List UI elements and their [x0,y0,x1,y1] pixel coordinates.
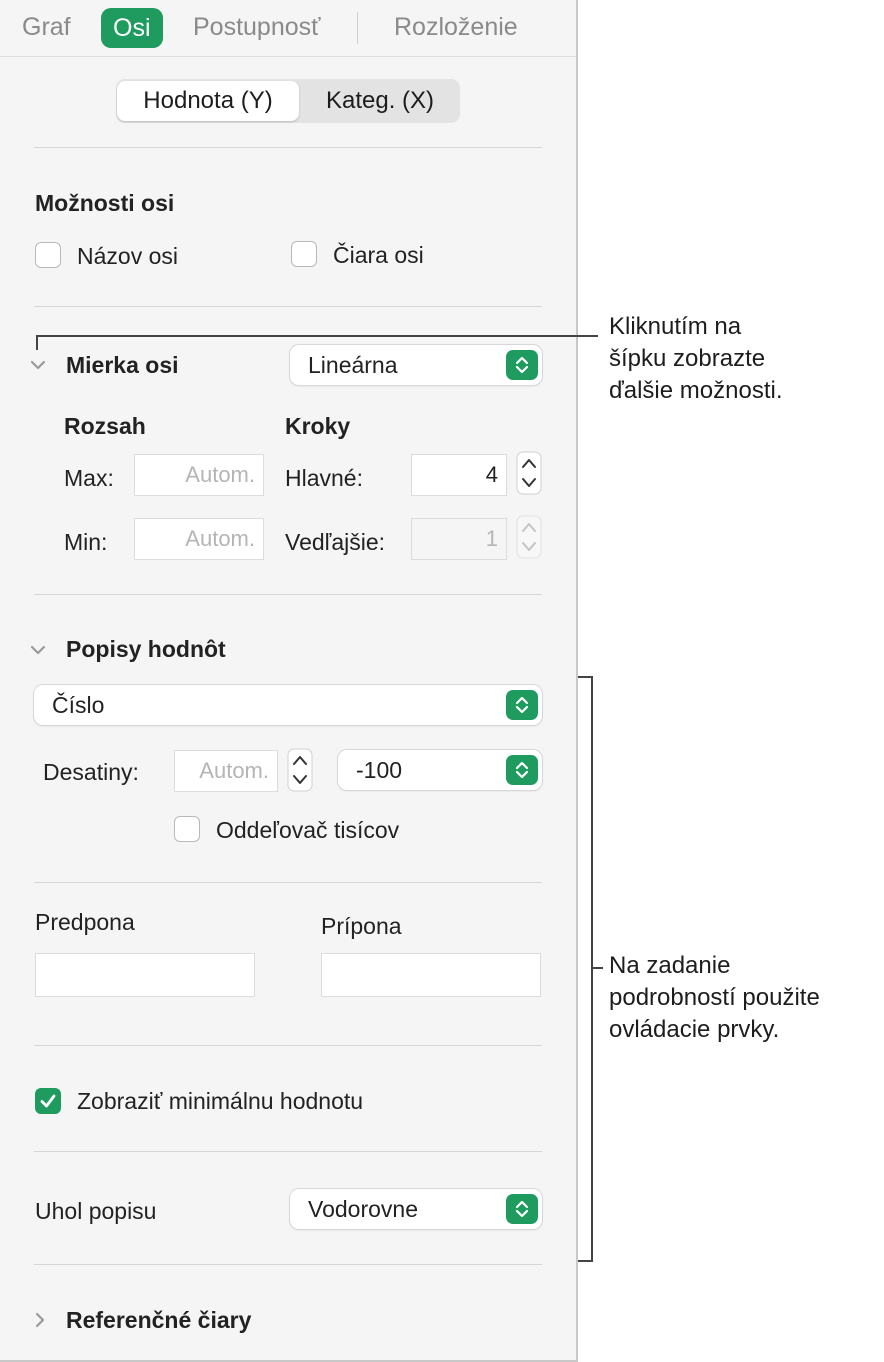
chevron-down-icon[interactable] [30,357,46,373]
divider [34,306,542,307]
min-label: Min: [64,529,108,555]
callout-bracket [591,676,593,1262]
major-steps-input[interactable]: 4 [411,454,507,496]
divider [34,594,542,595]
axis-name-label: Názov osi [77,243,178,269]
label-angle-value: Vodorovne [308,1196,418,1222]
show-minimum-label: Zobraziť minimálnu hodnotu [77,1088,364,1114]
callout-controls [609,950,820,1046]
axis-segmented-control [116,79,460,123]
callout-line: Kliknutím na [609,313,742,340]
checkmark-icon [39,1092,57,1110]
decimals-input[interactable]: Autom. [174,750,278,792]
divider [34,147,542,148]
number-format-value: Číslo [52,692,105,718]
decimals-label: Desatiny: [43,759,139,785]
callout-line: šípku zobrazte [609,345,766,372]
axis-line-label: Čiara osi [333,242,424,268]
axis-name-checkbox[interactable] [35,242,61,268]
callout-line: Na zadanie [609,952,731,979]
suffix-label: Prípona [321,913,402,939]
segment-value-axis[interactable]: Hodnota (Y) [117,81,299,121]
callout-disclosure [609,311,782,407]
major-label: Hlavné: [285,465,363,491]
suffix-input[interactable] [321,953,541,997]
thousands-separator-checkbox[interactable] [174,816,200,842]
callout-leader-vertical [36,336,38,350]
tab-graf[interactable]: Graf [22,13,71,41]
tab-rozlozenie[interactable]: Rozloženie [394,13,518,41]
minor-steps-stepper [516,515,542,559]
callout-leader-horizontal [36,335,598,337]
popup-arrows-icon [506,1194,538,1224]
min-input[interactable]: Autom. [134,518,264,560]
minor-label: Vedľajšie: [285,529,386,555]
divider [34,1264,542,1265]
axis-scale-label: Mierka osi [66,352,179,378]
axis-options-heading: Možnosti osi [35,190,175,216]
callout-line: ďalšie možnosti. [609,377,783,404]
thousands-separator-label: Oddeľovač tisícov [216,817,400,843]
negative-format-value: -100 [356,757,403,783]
stepper-arrows-icon [516,451,542,495]
number-format-popup[interactable] [34,685,542,725]
steps-heading: Kroky [285,413,351,439]
negative-format-popup[interactable] [338,750,542,790]
range-heading: Rozsah [64,413,146,439]
segment-category-axis[interactable]: Kateg. (X) [325,87,435,114]
stepper-arrows-icon [287,748,313,792]
tab-bar [0,0,576,57]
divider [34,1151,542,1152]
axis-scale-value: Lineárna [308,352,398,378]
axis-line-checkbox[interactable] [291,241,317,267]
popup-arrows-icon [506,755,538,785]
reference-lines-label: Referenčné čiary [66,1307,252,1333]
divider [34,1045,542,1046]
value-labels-heading: Popisy hodnôt [66,636,226,662]
callout-bracket-bottom [578,1260,593,1262]
callout-line: podrobností použite [609,984,820,1011]
minor-steps-input: 1 [411,518,507,560]
popup-arrows-icon [506,350,538,380]
stepper-arrows-icon [516,515,542,559]
max-input[interactable]: Autom. [134,454,264,496]
label-angle-label: Uhol popisu [35,1198,157,1224]
prefix-input[interactable] [35,953,255,997]
callout-bracket-tick [593,967,603,969]
max-label: Max: [64,465,114,491]
callout-bracket-top [578,676,593,678]
popup-arrows-icon [506,690,538,720]
divider [34,882,542,883]
prefix-label: Predpona [35,909,135,935]
tab-osi[interactable]: Osi [101,8,163,48]
chevron-right-icon[interactable] [32,1312,48,1328]
decimals-stepper[interactable] [287,748,313,792]
tab-separator [357,12,358,44]
callout-line: ovládacie prvky. [609,1016,780,1043]
major-steps-stepper[interactable] [516,451,542,495]
label-angle-popup[interactable] [290,1189,542,1229]
tab-postupnost[interactable]: Postupnosť [193,13,321,41]
show-minimum-checkbox[interactable] [35,1088,61,1114]
axis-scale-popup[interactable] [290,345,542,385]
chevron-down-icon[interactable] [30,642,46,658]
